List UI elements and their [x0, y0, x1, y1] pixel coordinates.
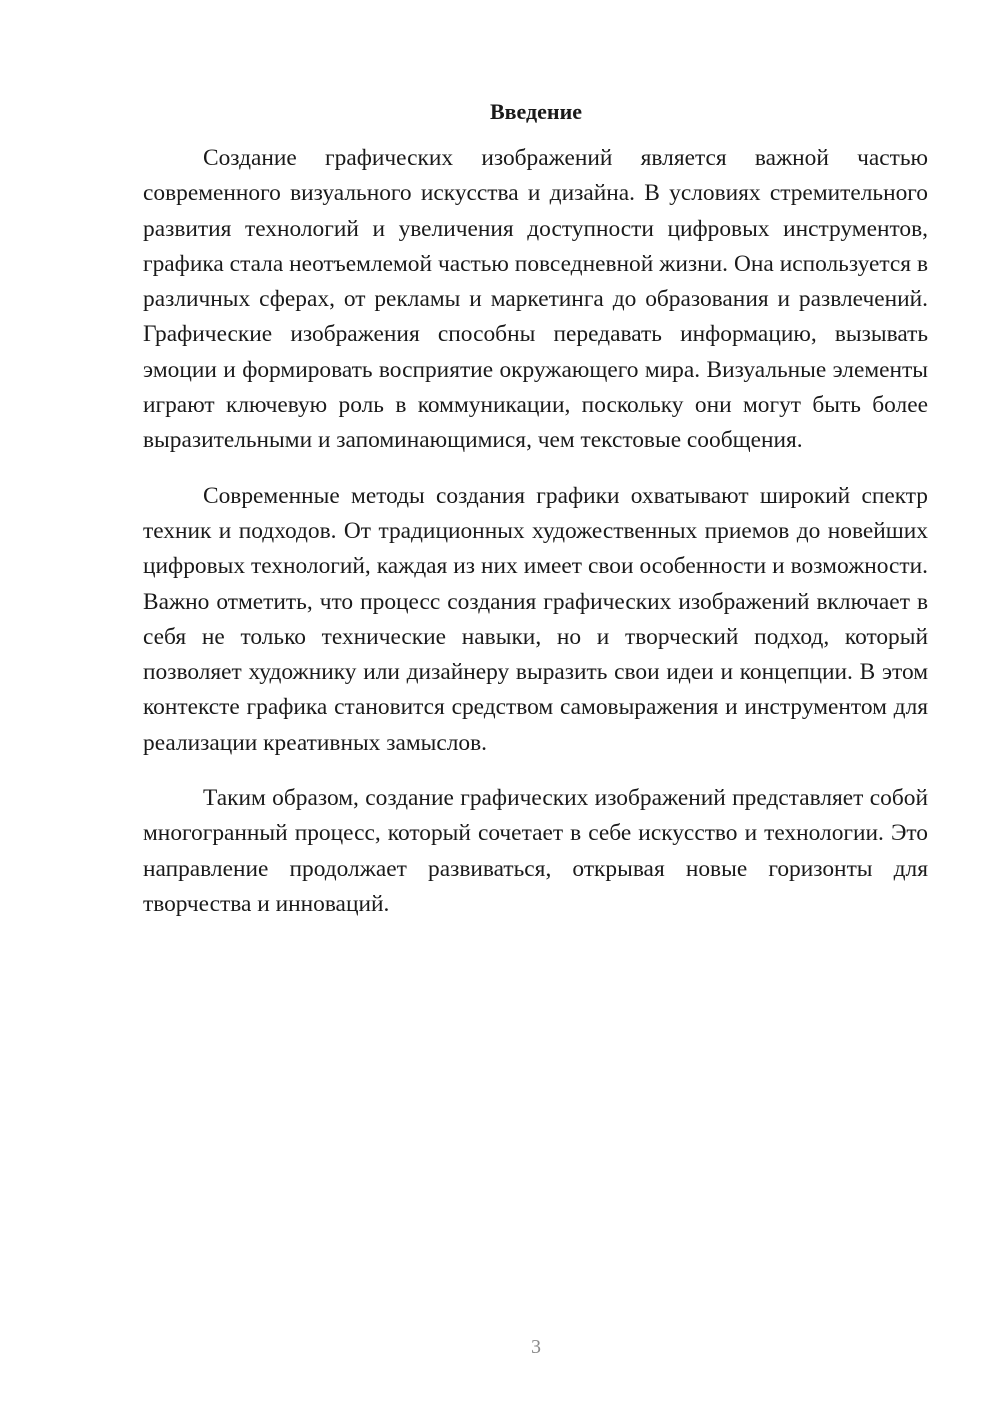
page-number: 3 — [531, 1336, 541, 1358]
section-heading: Введение — [489, 99, 583, 124]
paragraph-conclusion: Таким образом, создание графических изображений представляет собой многогранный процесс, который сочетает в себе искусство и технологии. Это направление продолжает развиваться, открывая новые горизонты для творчества и инноваций. — [143, 785, 928, 917]
paragraph-intro: Создание графических изображений является важной частью современного визуального искусства и дизайна. В условиях стремительного развития технологий и увеличения доступности цифровых инструментов, графика стала неотъемлемой частью повседневной жизни. Она используется в различных сферах, от рекламы и маркетинга до образования и развлечений. Графические изображения способны передавать информацию, вызывать эмоции и формировать восприятие окружающего мира. Визуальные элементы играют ключевую роль в коммуникации, поскольку они могут быть более выразительными и запоминающимися, чем текстовые сообщения. — [143, 145, 928, 454]
paragraph-methods: Современные методы создания графики охватывают широкий спектр техник и подходов. От традиционных художественных приемов до новейших цифровых технологий, каждая из них имеет свои особенности и возможности. Важно отметить, что процесс создания графических изображений включает в себя не только технические навыки, но и творческий подход, который позволяет художнику или дизайнеру выразить свои идеи и концепции. В этом контексте графика становится средством самовыражения и инструментом для реализации креативных замыслов. — [143, 482, 928, 756]
body-text — [143, 141, 928, 922]
